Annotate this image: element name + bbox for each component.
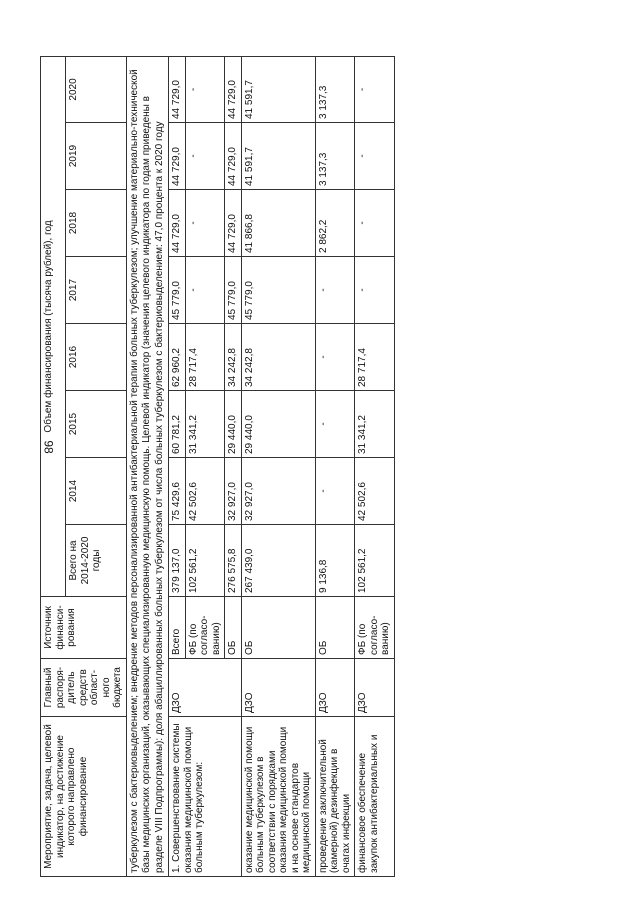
cell-value: 44 729,0 [169,190,186,257]
cell-value: 44 729,0 [225,56,242,122]
cell-value: 9 136,8 [315,525,355,597]
cell-value: - [185,123,225,190]
cell-value: 45 779,0 [241,257,315,324]
header-year: 2017 [66,257,126,324]
cell-value: - [185,190,225,257]
cell-value: - [355,56,395,122]
cell-value: 28 717,4 [185,324,225,391]
cell-value: 41 591,7 [241,56,315,122]
financing-table [40,56,395,877]
header-year: 2020 [66,56,126,122]
row-manager: ДЗО [169,659,242,717]
row-manager: ДЗО [315,659,355,717]
cell-value: - [355,123,395,190]
cell-value: 41 591,7 [241,123,315,190]
cell-value: 75 429,6 [169,458,186,525]
row-measure: проведение заключительной (камерной) дезинфекции в очагах инфекции [315,717,355,877]
cell-value: 276 575,8 [225,525,242,597]
row-manager: ДЗО [241,659,315,717]
cell-value: 45 779,0 [225,257,242,324]
cell-value: 379 137,0 [169,525,186,597]
cell-value: - [315,324,355,391]
row-measure: финансовое обеспечение закупок антибактериальных и [355,717,395,877]
cell-value: 34 242,8 [225,324,242,391]
cell-value: - [315,257,355,324]
cell-value: 29 440,0 [225,391,242,458]
intro-text: туберкулезом с бактериовыделением; внедрение методов персонализированной антибактериальной терапии больных туберкулезом; улучшение материально-технической базы медицинских организаций, оказывающих специализированную медицинскую помощь. Целевой индикатор (значения целевого индикатора по годам приведены в разделе VIII Подпрограммы): доля абациллированных больных туберкулезом от числа больных туберкулезом с бактериовыделением: 47,0 процента к 2020 году [126,56,169,876]
cell-value: - [355,190,395,257]
header-year: 2018 [66,190,126,257]
row-manager: ДЗО [355,659,395,717]
cell-value: 29 440,0 [241,391,315,458]
row-measure: оказание медицинской помощи больным туберкулезом в соответствии с порядками оказания медицинской помощи и на основе стандартов медицинской помощи [241,717,315,877]
table-row [355,56,395,876]
cell-value: 44 729,0 [225,123,242,190]
row-source: ФБ (по согласо-ванию) [185,597,225,659]
header-measure: Мероприятие, задача, целевой индикатор, на достижение которого направлено финансирование [41,717,127,877]
cell-value: 45 779,0 [169,257,186,324]
cell-value: - [315,391,355,458]
header-manager: Главный распоря-дитель средств област-ного бюджета [41,659,127,717]
intro-row [126,56,169,876]
cell-value: 42 502,6 [185,458,225,525]
cell-value: 32 927,0 [241,458,315,525]
cell-value: 2 862,2 [315,190,355,257]
cell-value: 44 729,0 [225,190,242,257]
page-number: 98 [41,440,56,454]
row-source: ФБ (по согласо-ванию) [355,597,395,659]
row-source: ОБ [225,597,242,659]
header-year: 2015 [66,391,126,458]
cell-value: 31 341,2 [185,391,225,458]
header-source: Источник финанси-рования [41,597,127,659]
cell-value: 102 561,2 [355,525,395,597]
cell-value: 60 781,2 [169,391,186,458]
cell-value: 3 137,3 [315,56,355,122]
row-source: Всего [169,597,186,659]
cell-value: - [185,257,225,324]
header-year: 2019 [66,123,126,190]
cell-value: 62 960,2 [169,324,186,391]
row-source: ОБ [241,597,315,659]
header-row-1 [41,56,66,876]
header-year: 2016 [66,324,126,391]
cell-value: 28 717,4 [355,324,395,391]
cell-value: 31 341,2 [355,391,395,458]
cell-value: 267 439,0 [241,525,315,597]
cell-value: 32 927,0 [225,458,242,525]
header-volume: Объем финансирования (тысяча рублей), год [41,56,66,596]
cell-value: - [315,458,355,525]
table-row [241,56,315,876]
table-row [169,56,186,876]
cell-value: 34 242,8 [241,324,315,391]
row-measure: 1. Совершенствование системы оказания медицинской помощи больным туберкулезом: [169,717,242,877]
cell-value: 3 137,3 [315,123,355,190]
cell-value: - [355,257,395,324]
header-year: 2014 [66,458,126,525]
cell-value: 42 502,6 [355,458,395,525]
header-total: Всего на 2014-2020 годы [66,525,126,597]
cell-value: 44 729,0 [169,56,186,122]
cell-value: - [185,56,225,122]
cell-value: 41 866,8 [241,190,315,257]
table-row [315,56,355,876]
cell-value: 102 561,2 [185,525,225,597]
cell-value: 44 729,0 [169,123,186,190]
row-source: ОБ [315,597,355,659]
